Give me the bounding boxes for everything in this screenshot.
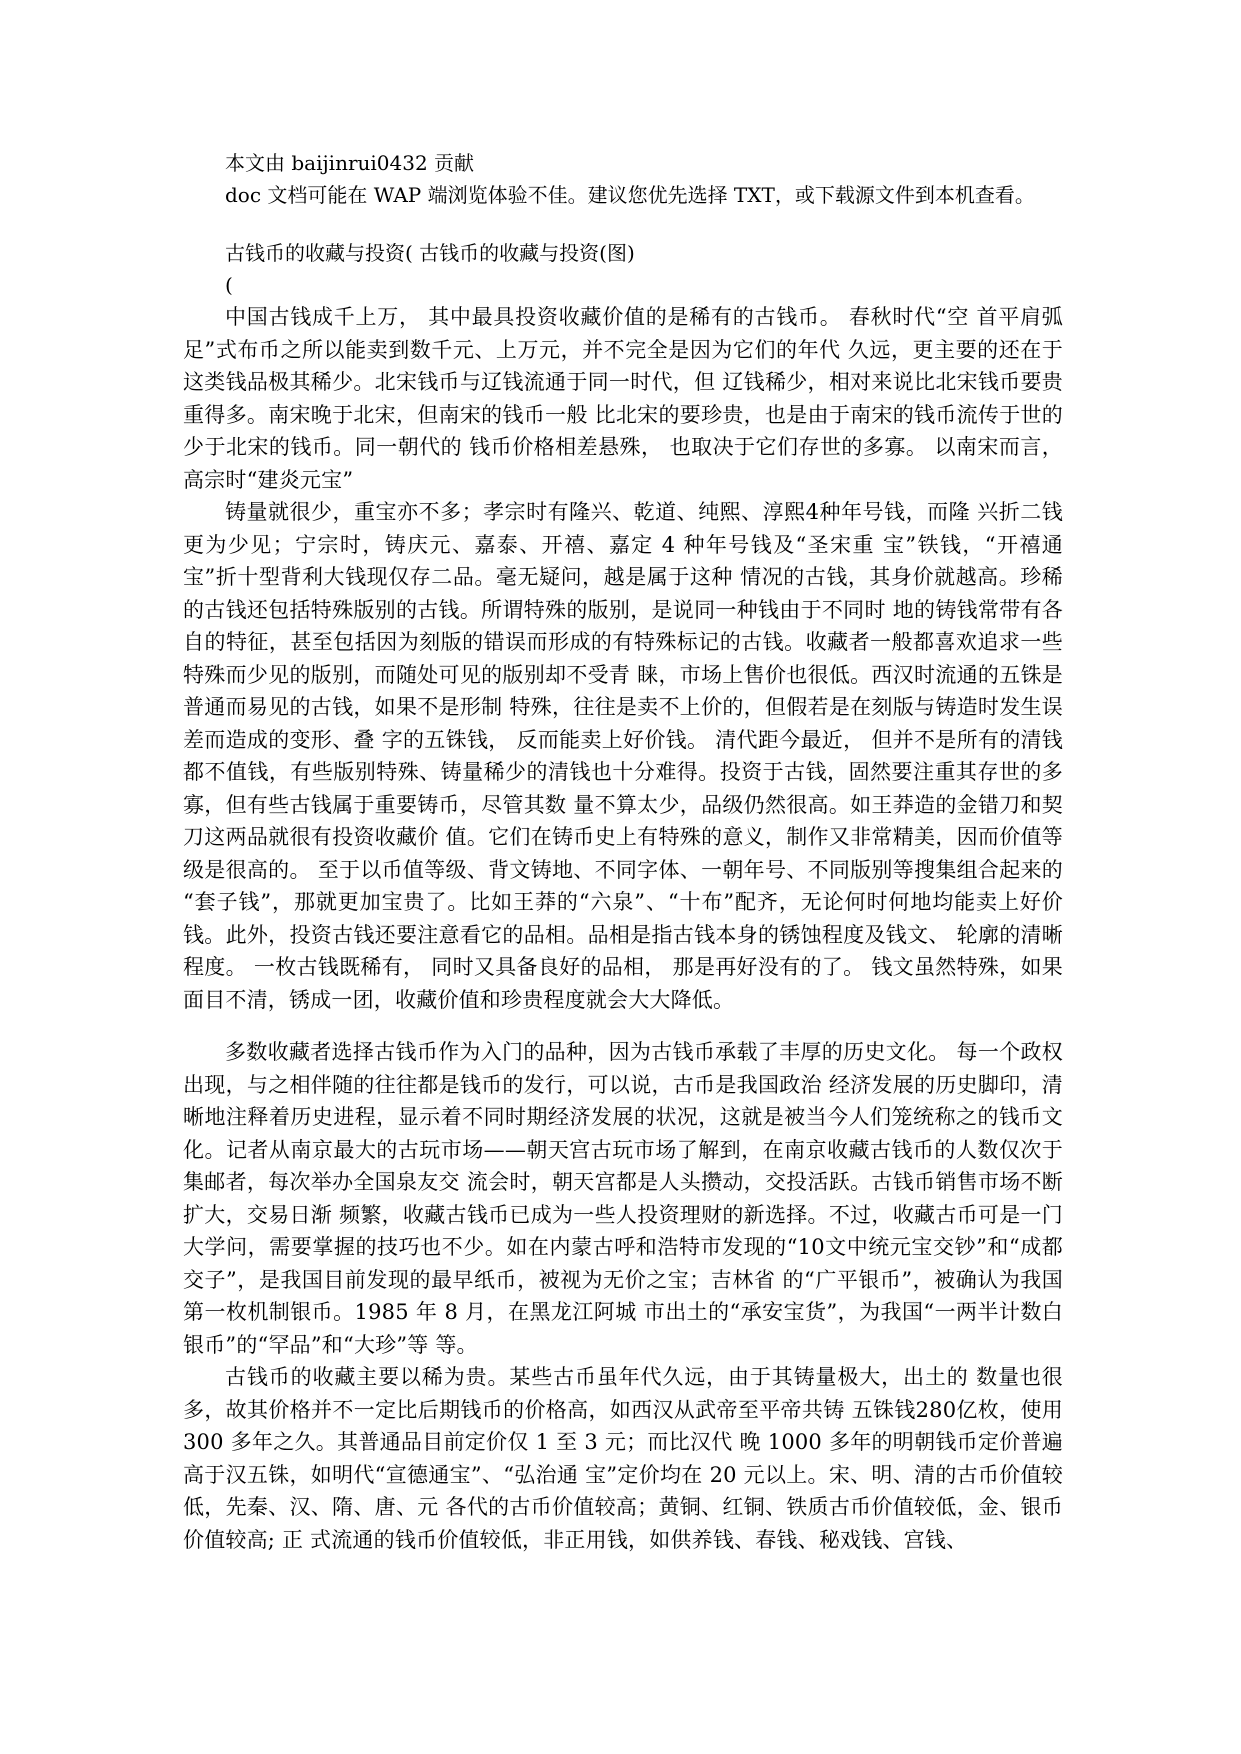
spacer	[183, 211, 1063, 237]
format-notice-line: doc 文档可能在 WAP 端浏览体验不佳。建议您优先选择 TXT，或下载源文件到本机查看。	[225, 183, 1035, 207]
document-title: 古钱币的收藏与投资( 古钱币的收藏与投资(图)	[225, 241, 635, 265]
body-paragraph-3: 多数收藏者选择古钱币作为入门的品种，因为古钱币承载了丰厚的历史文化。 每一个政权出现，与之相伴随的往往都是钱币的发行，可以说，古币是我国政治 经济发展的历史脚印，清晰地注释着历史进程，显示着不同时期经济发展的状况，这就是被当今人们笼统称之的钱币文化。记者从南京最大的古玩市场——朝天宫古玩市场了解到，在南京收藏古钱币的人数仅次于集邮者，每次举办全国泉友交 流会时，朝天宫都是人头攒动，交投活跃。古钱币销售市场不断扩大，交易日渐 频繁，收藏古钱币已成为一些人投资理财的新选择。不过，收藏古币可是一门大学问，需要掌握的技巧也不少。如在内蒙古呼和浩特市发现的“10文中统元宝交钞”和“成都交子”，是我国目前发现的最早纸币，被视为无价之宝；吉林省 的“广平银币”，被确认为我国第一枚机制银币。1985 年 8 月，在黑龙江阿城 市出土的“承安宝货”，为我国“一两半计数白银币”的“罕品”和“大珍”等 等。	[183, 1040, 1063, 1357]
body-paragraph-2: 铸量就很少，重宝亦不多；孝宗时有隆兴、乾道、纯熙、淳熙4种年号钱，而隆 兴折二钱更为少见；宁宗时，铸庆元、嘉泰、开禧、嘉定 4 种年号钱及“圣宋重 宝”铁钱，“开禧通宝”折十型背利大钱现仅存二品。毫无疑问，越是属于这种 情况的古钱，其身价就越高。珍稀的古钱还包括特殊版别的古钱。所谓特殊的版别，是说同一种钱由于不同时 地的铸钱常带有各自的特征，甚至包括因为刻版的错误而形成的有特殊标记的古钱。收藏者一般都喜欢追求一些特殊而少见的版别，而随处可见的版别却不受青 睐，市场上售价也很低。西汉时流通的五铢是普通而易见的古钱，如果不是形制 特殊，往往是卖不上价的，但假若是在刻版与铸造时发生误差而造成的变形、叠 字的五铢钱， 反而能卖上好价钱。 清代距今最近， 但并不是所有的清钱都不值钱，有些版别特殊、铸量稀少的清钱也十分难得。投资于古钱，固然要注重其存世的多寡，但有些古钱属于重要铸币，尽管其数 量不算太少，品级仍然很高。如王莽造的金错刀和契刀这两品就很有投资收藏价 值。它们在铸币史上有特殊的意义，制作又非常精美，因而价值等级是很高的。 至于以币值等级、背文铸地、不同字体、一朝年号、不同版别等搜集组合起来的 “套子钱”，那就更加宝贵了。比如王莽的“六泉”、“十布”配齐，无论何时何地均能卖上好价钱。此外，投资古钱还要注意看它的品相。品相是指古钱本身的锈蚀程度及钱文、 轮廓的清晰程度。 一枚古钱既稀有， 同时又具备良好的品相， 那是再好没有的了。 钱文虽然特殊，如果面目不清，锈成一团，收藏价值和珍贵程度就会大大降低。	[183, 500, 1063, 1012]
body-paragraph-1: 中国古钱成千上万， 其中最具投资收藏价值的是稀有的古钱币。 春秋时代“空 首平肩弧足”式布币之所以能卖到数千元、上万元，并不完全是因为它们的年代 久远，更主要的还在于这类钱品极其稀少。北宋钱币与辽钱流通于同一时代，但 辽钱稀少，相对来说比北宋钱币要贵重得多。南宋晚于北宋，但南宋的钱币一般 比北宋的要珍贵，也是由于南宋的钱币流传于世的少于北宋的钱币。同一朝代的 钱币价格相差悬殊， 也取决于它们存世的多寡。 以南宋而言， 高宗时“建炎元宝”	[183, 305, 1063, 492]
document-content	[183, 147, 1063, 1556]
document-title-paren: (	[225, 273, 233, 297]
body-paragraph-4: 古钱币的收藏主要以稀为贵。某些古币虽年代久远，由于其铸量极大，出土的 数量也很多，故其价格并不一定比后期钱币的价格高，如西汉从武帝至平帝共铸 五铢钱280亿枚，使用 300 多年之久。其普通品目前定价仅 1 至 3 元；而比汉代 晚 1000 多年的明朝钱币定价普遍高于汉五铢，如明代“宣德通宝”、“弘治通 宝”定价均在 20 元以上。宋、明、清的古币价值较低，先秦、汉、隋、唐、元 各代的古币价值较高；黄铜、红铜、铁质古币价值较低，金、银币价值较高; 正 式流通的钱币价值较低，非正用钱，如供养钱、春钱、秘戏钱、宫钱、	[183, 1365, 1063, 1552]
spacer	[183, 1016, 1063, 1036]
contributor-line: 本文由 baijinrui0432 贡献	[225, 151, 475, 175]
